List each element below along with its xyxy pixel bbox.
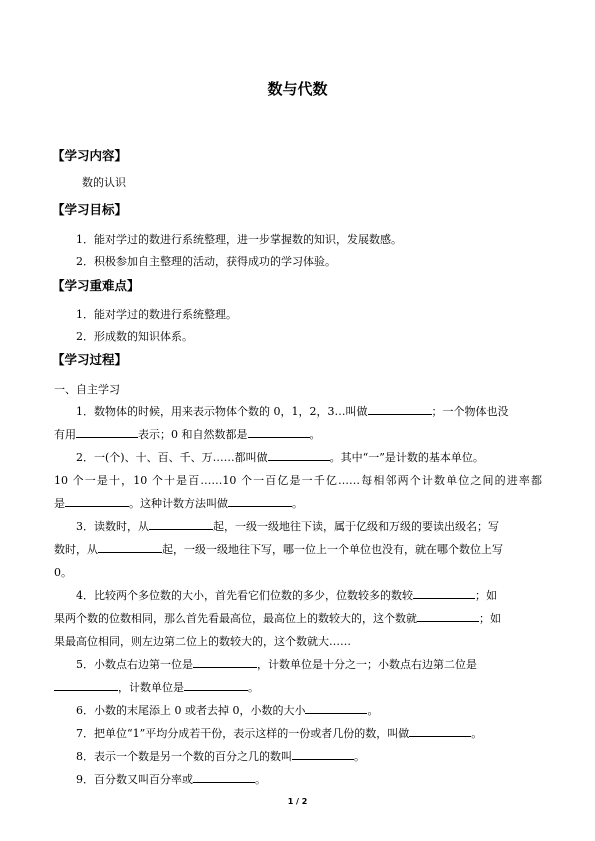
answer-blank[interactable] bbox=[76, 427, 138, 438]
question-1-line-1 bbox=[76, 403, 509, 419]
keypoint-item: 1．能对学过的数进行系统整理。 bbox=[76, 308, 237, 321]
question-9 bbox=[76, 771, 266, 787]
question-2-line-2: 10 个一是十，10 个十是百……10 个一百亿是一千亿……每相邻两个计数单位之间的进率都 bbox=[54, 474, 542, 487]
section-heading-keypoints: 【学习重难点】 bbox=[52, 278, 140, 293]
question-text: 3．读数时，从 bbox=[76, 520, 149, 533]
content-text: 数的认识 bbox=[82, 176, 126, 189]
question-text: 。 bbox=[367, 704, 379, 717]
answer-blank[interactable] bbox=[54, 680, 118, 691]
question-text: ，计数单位是十分之一；小数点右边第二位是 bbox=[257, 658, 477, 671]
question-text: 1．数物体的时候，用来表示物体个数的 0，1，2，3…叫做 bbox=[76, 405, 368, 418]
question-text: ；如 bbox=[479, 612, 501, 625]
section-heading-goals: 【学习目标】 bbox=[52, 202, 128, 217]
answer-blank[interactable] bbox=[417, 611, 479, 622]
answer-blank[interactable] bbox=[292, 749, 354, 760]
answer-blank[interactable] bbox=[193, 772, 255, 783]
answer-blank[interactable] bbox=[98, 542, 162, 553]
goal-item: 1．能对学过的数进行系统整理，进一步掌握数的知识，发展数感。 bbox=[76, 233, 402, 246]
section-heading-content: 【学习内容】 bbox=[52, 148, 128, 163]
question-1-line-2 bbox=[54, 426, 321, 442]
question-text: 。 bbox=[292, 497, 303, 510]
page-number: 1 / 2 bbox=[287, 797, 308, 806]
question-2-line-3 bbox=[54, 495, 303, 511]
question-text: 。 bbox=[248, 681, 259, 694]
answer-blank[interactable] bbox=[368, 404, 432, 415]
answer-blank[interactable] bbox=[149, 519, 213, 530]
question-text: 。其中“一”是计数的基本单位。 bbox=[329, 451, 484, 464]
question-text: 8．表示一个数是另一个数的百分之几的数叫 bbox=[76, 750, 292, 763]
question-text: 有用 bbox=[54, 428, 76, 441]
answer-blank[interactable] bbox=[268, 450, 330, 461]
question-text: 。 bbox=[309, 428, 321, 441]
answer-blank[interactable] bbox=[409, 726, 471, 737]
question-6 bbox=[76, 702, 378, 718]
question-3-line-3: 0。 bbox=[54, 566, 72, 579]
answer-blank[interactable] bbox=[184, 680, 248, 691]
question-text: 起，一级一级地往下读，属于亿级和万级的要读出级名；写 bbox=[213, 520, 499, 533]
question-text: 5．小数点右边第一位是 bbox=[76, 658, 193, 671]
question-4-line-2 bbox=[54, 610, 501, 626]
question-4-line-1 bbox=[76, 587, 497, 603]
answer-blank[interactable] bbox=[65, 496, 129, 507]
question-3-line-2 bbox=[54, 541, 503, 557]
process-subheading: 一、自主学习 bbox=[54, 383, 120, 396]
question-text: ，计数单位是 bbox=[118, 681, 184, 694]
question-text: 6．小数的末尾添上 0 或者去掉 0，小数的大小 bbox=[76, 704, 306, 717]
question-2-line-1 bbox=[76, 449, 484, 465]
question-text: 4．比较两个多位数的大小，首先看它们位数的多少，位数较多的数较 bbox=[76, 589, 413, 602]
question-8 bbox=[76, 748, 365, 764]
question-text: 7．把单位“1”平均分成若干份，表示这样的一份或者几份的数，叫做 bbox=[76, 727, 410, 740]
answer-blank[interactable] bbox=[248, 427, 310, 438]
question-text: ；一个物体也没 bbox=[431, 405, 509, 418]
answer-blank[interactable] bbox=[305, 703, 367, 714]
question-text: 。 bbox=[255, 773, 266, 786]
question-text: 果两个数的位数相同，那么首先看最高位，最高位上的数较大的，这个数就 bbox=[54, 612, 417, 625]
answer-blank[interactable] bbox=[228, 496, 292, 507]
question-4-line-3: 果最高位相同，则左边第二位上的数较大的，这个数就大…… bbox=[54, 635, 351, 648]
question-text: 9．百分数又叫百分率或 bbox=[76, 773, 193, 786]
question-text: 。这种计数方法叫做 bbox=[129, 497, 228, 510]
question-5-line-1 bbox=[76, 656, 477, 672]
question-text: 是 bbox=[54, 497, 65, 510]
question-text: 。 bbox=[471, 727, 483, 740]
keypoint-item: 2．形成数的知识体系。 bbox=[76, 330, 193, 343]
section-heading-process: 【学习过程】 bbox=[52, 352, 128, 367]
question-7 bbox=[76, 725, 482, 741]
page-title: 数与代数 bbox=[267, 80, 328, 98]
question-text: 。 bbox=[354, 750, 365, 763]
question-text: 表示；0 和自然数都是 bbox=[138, 428, 248, 441]
question-5-line-2 bbox=[54, 679, 259, 695]
question-3-line-1 bbox=[76, 518, 499, 534]
question-text: 起，一级一级地往下写，哪一位上一个单位也没有，就在哪个数位上写 bbox=[162, 543, 503, 556]
question-text: ；如 bbox=[475, 589, 497, 602]
answer-blank[interactable] bbox=[193, 657, 257, 668]
question-text: 数时，从 bbox=[54, 543, 98, 556]
goal-item: 2．积极参加自主整理的活动，获得成功的学习体验。 bbox=[76, 255, 336, 268]
question-text: 2．一(个)、十、百、千、万……都叫做 bbox=[76, 451, 268, 464]
answer-blank[interactable] bbox=[413, 588, 475, 599]
